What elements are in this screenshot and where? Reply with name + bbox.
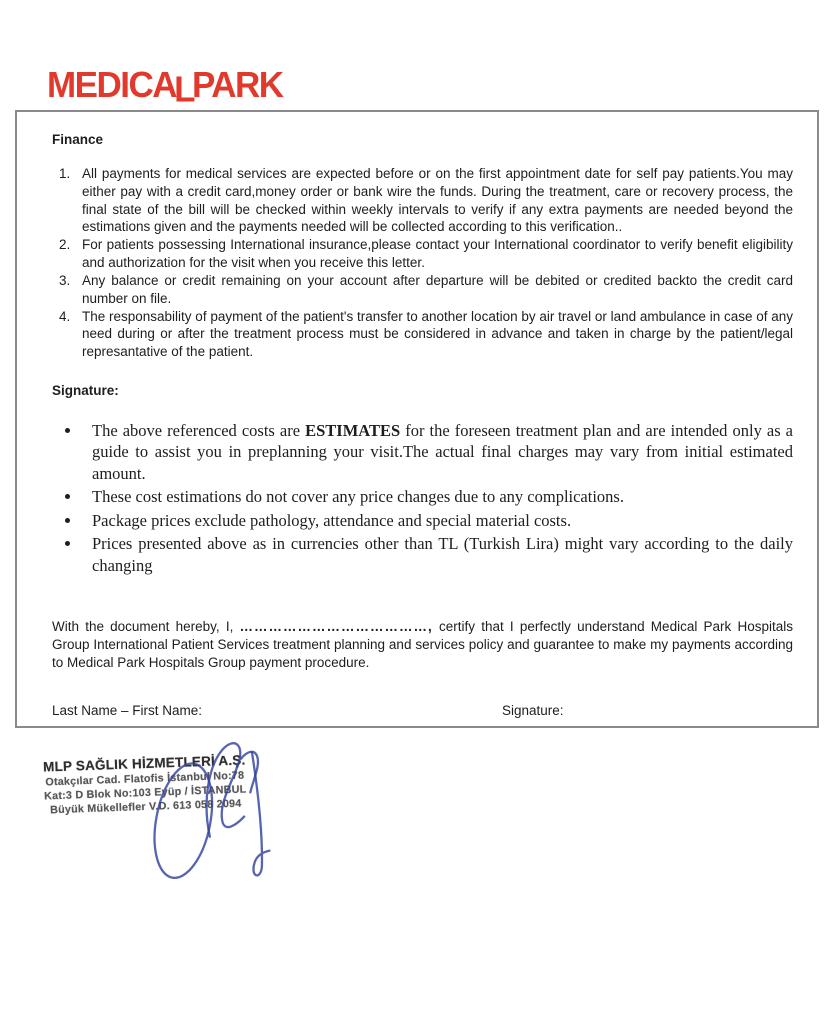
disclaimer-item (82, 420, 793, 484)
stamp-address-line: Otakçılar Cad. Flatofis İstanbul No:78 (45, 769, 245, 789)
stamp-address-line: Kat:3 D Blok No:103 Eyüp / İSTANBUL (43, 783, 247, 803)
estimates-bold-text: ESTIMATES (305, 420, 401, 440)
payment-term-item: 3. Any balance or credit remaining on your account after departure will be debited or credited backto the credit card number on file. (74, 272, 793, 308)
certification-paragraph (52, 618, 793, 673)
stamp-company-name: MLP SAĞLIK HİZMETLERİ A.Ş. (42, 752, 246, 775)
disclaimer-item: • These cost estimations do not cover any price changes due to any complications. (82, 486, 793, 507)
payment-terms-list (52, 165, 793, 361)
disclaimer-item: • Package prices exclude pathology, attendance and special material costs. (82, 510, 793, 531)
certification-pre: With the document hereby, I, (52, 619, 240, 634)
name-dotted-blank: …………………………………, (239, 619, 433, 634)
disclaimer-item: • Prices presented above as in currencies other than TL (Turkish Lira) might vary according to the daily changing (82, 533, 793, 576)
logo-dropped-l: L (174, 69, 194, 110)
signature-field-label: Signature: (502, 702, 564, 718)
finance-terms-box (15, 110, 819, 728)
payment-term-item: 1. All payments for medical services are expected before or on the first appointment date for self pay patients.You may either pay with a credit card,money order or bank wire the funds. During the treatment, care or recovery process, the final state of the bill will be checked within weekly intervals to verify if any extra payments are needed beyond the estimations given and the payments needed will be collected according to this verification.. (74, 165, 793, 236)
payment-term-item: 2. For patients possessing International insurance,please contact your International coordinator to verify benefit eligibility and authorization for the visit when you receive this letter. (74, 236, 793, 272)
company-stamp (29, 752, 261, 817)
signature-section-heading: Signature: (52, 382, 119, 398)
certification-post: certify that I perfectly understand Medical Park Hospitals Group International Patient Services treatment planning and services policy and guarantee to make my payments according to Medical Park Hospitals Group payment procedure. (52, 619, 793, 671)
medical-park-logo (47, 65, 283, 110)
disclaimer-text-post: for the foreseen treatment plan and are intended only as a guide to assist you in preplanning your visit.The actual final charges may vary from initial estimated amount. (92, 420, 794, 483)
logo-park-text: PARK (191, 65, 283, 106)
payment-term-item: 4. The responsability of payment of the patient's transfer to another location by air travel or land ambulance in case of any need during or after the treatment process must be considered in advance and taken in charge by the patient/legal represantative of the patient. (74, 308, 793, 361)
logo-medical-text: MEDICA (47, 65, 177, 106)
disclaimer-text-pre: The above referenced costs are (92, 420, 306, 440)
estimate-disclaimer-list (52, 420, 793, 576)
stamp-tax-line: Büyük Mükellefler V.D. 613 058 2094 (49, 797, 242, 817)
finance-heading: Finance (52, 132, 104, 147)
signature-fields-row (52, 703, 793, 723)
last-name-first-name-label: Last Name – First Name: (52, 702, 203, 718)
